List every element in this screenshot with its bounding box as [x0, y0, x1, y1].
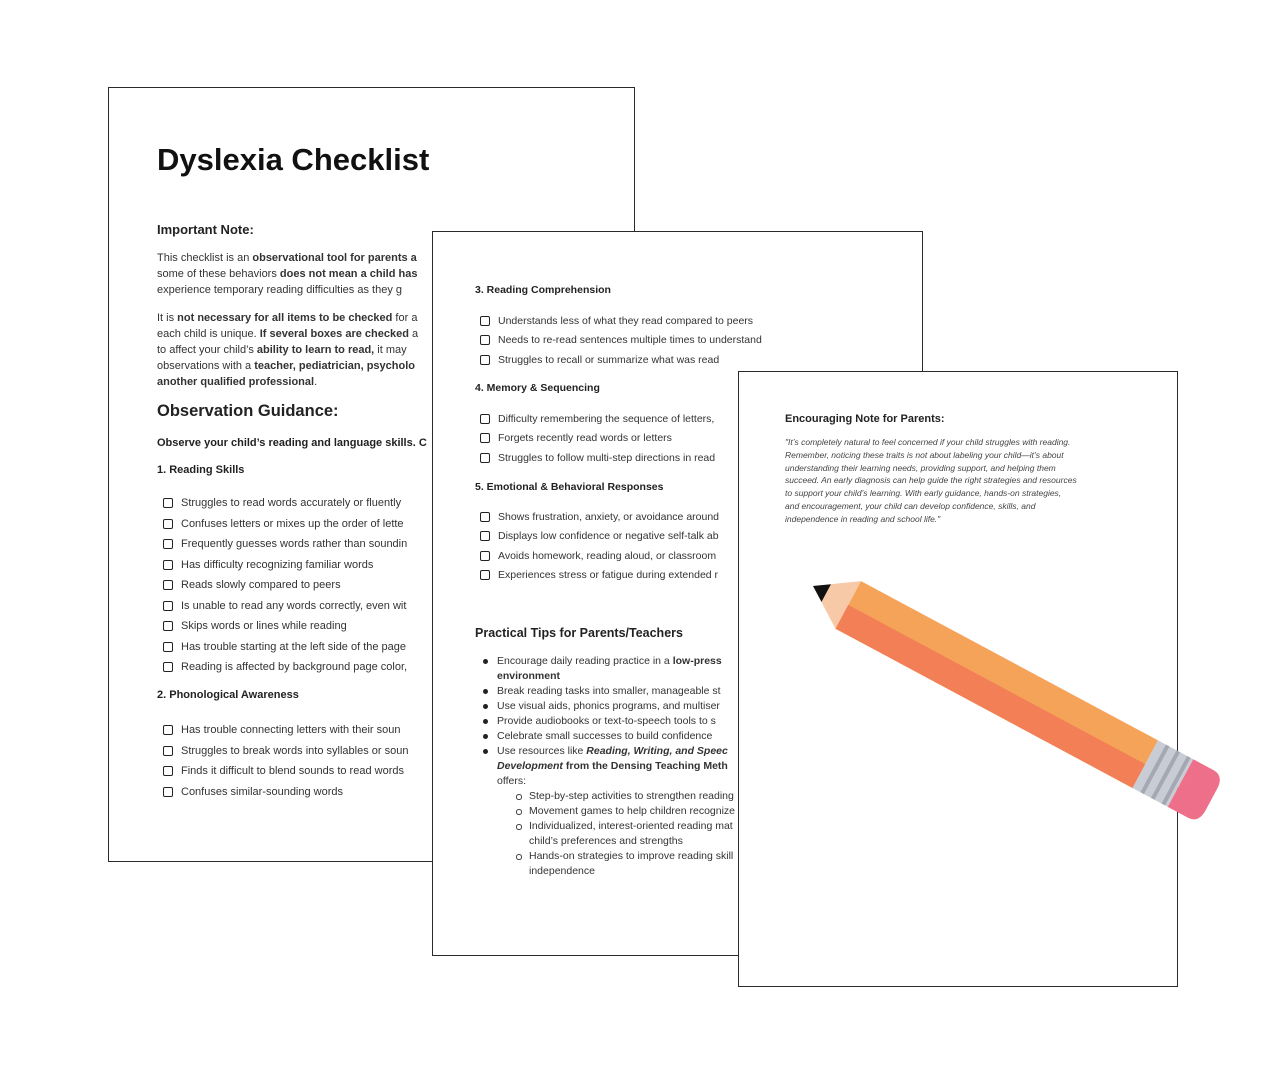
paragraph-line: some of these behaviors does not mean a child has [157, 268, 418, 280]
resource-offer-item: Hands-on strategies to improve reading skill independence [497, 849, 735, 879]
checklist-item-label: Struggles to read words accurately or fluently [181, 497, 402, 510]
quote-line: understanding their learning needs, providing support, and helping them [785, 462, 1056, 473]
paragraph-line: experience temporary reading difficulties as they g [157, 284, 402, 296]
important-note-heading: Important Note: [157, 222, 254, 237]
checklist-item-label: Displays low confidence or negative self-talk ab [498, 530, 719, 543]
checklist-item-label: Experiences stress or fatigue during extended r [498, 569, 719, 582]
checklist-item-label: Struggles to follow multi-step directions in read [498, 451, 716, 464]
checklist-item-label: Reading is affected by background page color, [181, 661, 408, 674]
resource-offer-item: Movement games to help children recognize [497, 804, 735, 819]
observation-guidance-subtitle: Observe your child’s reading and language skills. C [157, 437, 427, 449]
paragraph-line: observations with a teacher, pediatrician, psycholo [157, 360, 415, 372]
checklist-item-label: Skips words or lines while reading [181, 620, 347, 633]
checklist-item-label: Confuses letters or mixes up the order of lette [181, 517, 404, 530]
paragraph-line: each child is unique. If several boxes are checked a [157, 328, 419, 340]
quote-line: independence in reading and school life." [785, 513, 941, 524]
tip-item: Break reading tasks into smaller, manageable st [481, 684, 735, 699]
checklist-item-label: Frequently guesses words rather than soundin [181, 538, 408, 551]
resource-offer-item: Individualized, interest-oriented reading mat child’s preferences and strengths [497, 819, 735, 849]
checklist-item-label: Needs to re-read sentences multiple times to understand [498, 334, 762, 347]
checklist-item-label: Has trouble starting at the left side of the page [181, 640, 407, 653]
observation-guidance-heading: Observation Guidance: [157, 402, 339, 420]
page-title: Dyslexia Checklist [157, 142, 430, 177]
checklist-item-label: Shows frustration, anxiety, or avoidance around [498, 510, 720, 523]
tip-item: Encourage daily reading practice in a low-press environment [481, 654, 735, 684]
tip-item: Use resources like Reading, Writing, and Speec Development from the Densing Teaching Meth offers: Step-by-step activities to strengthen reading Movement games to help children recognize Individualized, interest-oriented reading mat child’s preferences and strengths Hands-on strategies to improve reading skill independence [481, 744, 735, 879]
section-heading-phonological-awareness: 2. Phonological Awareness [157, 689, 299, 701]
paragraph-line: to affect your child’s ability to learn to read, it may [157, 344, 407, 356]
tip-item: Use visual aids, phonics programs, and multiser [481, 699, 735, 714]
paragraph-line: another qualified professional. [157, 376, 318, 388]
quote-line: succeed. An early diagnosis can help guide the right strategies and resources [785, 475, 1077, 486]
quote-line: and encouragement, your child can develop confidence, skills, and [785, 500, 1036, 511]
checklist-item-label: Is unable to read any words correctly, even wit [181, 599, 407, 612]
tip-item: Celebrate small successes to build confidence [481, 729, 735, 744]
quote-line: to support your child’s learning. With early guidance, hands-on strategies, [785, 488, 1062, 499]
checklist-item-label: Confuses similar-sounding words [181, 785, 344, 798]
checklist-item-label: Reads slowly compared to peers [181, 579, 341, 592]
checklist-item-label: Forgets recently read words or letters [498, 432, 672, 445]
section-heading-memory-sequencing: 4. Memory & Sequencing [475, 382, 600, 394]
checklist-item-label: Has trouble connecting letters with their soun [181, 724, 401, 737]
checklist-item-label: Finds it difficult to blend sounds to read words [181, 765, 404, 778]
encouraging-note-heading: Encouraging Note for Parents: [785, 413, 945, 425]
checklist-item-label: Understands less of what they read compared to peers [498, 314, 754, 327]
pencil-body-shade [835, 605, 1145, 788]
paragraph-line: This checklist is an observational tool for parents a [157, 252, 417, 264]
quote-line: Remember, noticing these traits is not about labeling your child—it’s about [785, 449, 1064, 460]
resource-offer-item: Step-by-step activities to strengthen reading [497, 789, 735, 804]
checklist-item-label: Difficulty remembering the sequence of letters, [498, 412, 715, 425]
checklist-item-label: Struggles to recall or summarize what was read [498, 353, 720, 366]
checklist-item-label: Has difficulty recognizing familiar words [181, 558, 374, 571]
section-heading-emotional-behavioral: 5. Emotional & Behavioral Responses [475, 481, 664, 493]
quote-line: "It’s completely natural to feel concerned if your child struggles with reading. [785, 437, 1071, 447]
section-heading-reading-comprehension: 3. Reading Comprehension [475, 284, 611, 296]
tip-item: Provide audiobooks or text-to-speech tools to s [481, 714, 735, 729]
section-heading-reading-skills: 1. Reading Skills [157, 464, 245, 476]
practical-tips-heading: Practical Tips for Parents/Teachers [475, 626, 683, 640]
checklist-item-label: Avoids homework, reading aloud, or classroom [498, 549, 717, 562]
checklist-item-label: Struggles to break words into syllables or soun [181, 744, 409, 757]
paragraph-line: It is not necessary for all items to be checked for a [157, 312, 418, 324]
